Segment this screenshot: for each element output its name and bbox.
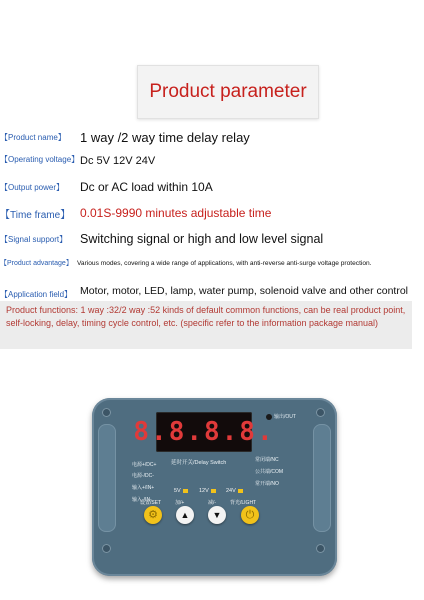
delay-relay-device	[92, 398, 337, 576]
light-button[interactable]	[241, 506, 259, 524]
voltage-24v-label: 24V	[226, 488, 243, 494]
terminal-label: 输入-/IN-	[132, 497, 152, 503]
minus-button[interactable]	[208, 506, 226, 524]
param-row-operating-voltage	[0, 150, 424, 168]
param-value: Dc or AC load within 10A	[80, 180, 213, 194]
param-row-output-power	[0, 178, 424, 196]
param-label: 【Product advantage】	[0, 260, 73, 267]
functions-box	[0, 301, 412, 349]
screw-hole	[316, 544, 325, 553]
voltage-12v-label: 12V	[199, 488, 216, 494]
terminal-label: 输入+/IN+	[132, 485, 155, 491]
down-arrow-icon: ▼	[212, 509, 222, 520]
mounting-ear-right	[313, 424, 331, 532]
param-row-signal-support	[0, 230, 424, 248]
param-label: 【Output power】	[0, 182, 65, 192]
param-value: Dc 5V 12V 24V	[80, 155, 156, 167]
terminal-label: 常闭端/NC	[255, 457, 279, 463]
param-value: 1 way /2 way time delay relay	[80, 129, 250, 145]
terminal-label: 电源-/DC-	[132, 473, 154, 479]
voltage-led-icon	[211, 489, 216, 493]
param-label: 【Product name】	[0, 132, 66, 142]
param-row-application-field	[0, 282, 424, 300]
param-row-product-advantage	[0, 254, 424, 272]
led-display	[133, 412, 275, 452]
display-digits: 8.8.8.8.	[133, 417, 275, 447]
set-button-label: 设置/SET	[140, 500, 162, 506]
screw-hole	[102, 544, 111, 553]
screw-hole	[102, 408, 111, 417]
terminal-label: 常开端/NO	[255, 481, 279, 487]
param-label: 【Signal support】	[0, 234, 68, 244]
param-label: 【Time frame】	[0, 209, 71, 221]
page-title: Product parameter	[149, 81, 307, 102]
screw-hole	[316, 408, 325, 417]
plus-button[interactable]	[176, 506, 194, 524]
title-box	[137, 65, 319, 119]
gear-icon: ⚙	[148, 508, 158, 521]
param-value: Switching signal or high and low level signal	[80, 232, 324, 246]
param-row-time-frame	[0, 204, 424, 222]
light-button-label: 背光/LIGHT	[230, 500, 257, 506]
terminal-label: 电源+/DC+	[132, 462, 157, 468]
param-value: 0.01S-9990 minutes adjustable time	[80, 206, 272, 220]
param-label: 【Application field】	[0, 289, 73, 299]
device-title: 延时开关/Delay Switch	[171, 460, 227, 466]
voltage-led-icon	[238, 489, 243, 493]
param-value: Motor, motor, LED, lamp, water pump, solenoid valve and other control	[80, 285, 408, 297]
param-row-product-name	[0, 128, 424, 146]
set-button[interactable]	[144, 506, 162, 524]
plus-button-label: 加/+	[175, 500, 185, 506]
power-icon: ⏻	[245, 508, 255, 521]
param-value: Various modes, covering a wide range of applications, with anti-reverse anti-surge voltage protection.	[77, 259, 372, 267]
output-label: 输出/OUT	[274, 414, 296, 420]
mounting-ear-left	[98, 424, 116, 532]
functions-text: Product functions: 1 way :32/2 way :52 kinds of default common functions, can be real product point, self-locking, delay, timing cycle control, etc. (specific refer to the information package manual)	[6, 305, 406, 328]
voltage-led-icon	[183, 489, 188, 493]
up-arrow-icon: ▲	[180, 509, 190, 520]
voltage-5v-label: 5V	[174, 488, 188, 494]
minus-button-label: 减/-	[208, 500, 217, 506]
terminal-label: 公共端/COM	[255, 469, 284, 475]
param-label: 【Operating voltage】	[0, 154, 80, 164]
